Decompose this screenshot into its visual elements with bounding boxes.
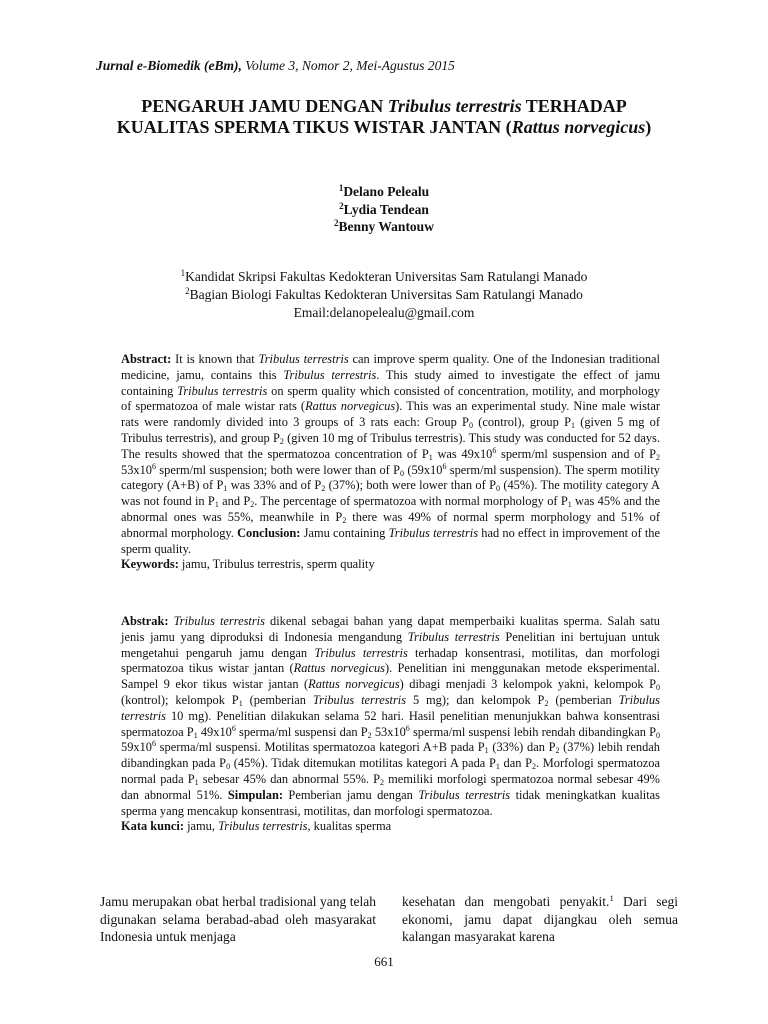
citation-marker: 1 <box>609 893 614 903</box>
author-name: Lydia Tendean <box>343 201 429 217</box>
body-text: kesehatan dan mengobati penyakit. <box>402 894 610 909</box>
journal-name: Jurnal e-Biomedik (eBm), <box>96 58 242 73</box>
affiliation <box>0 286 768 304</box>
affiliations <box>0 268 768 322</box>
author <box>0 201 768 219</box>
author-affil-num: 2 <box>334 218 339 228</box>
affil-num: 2 <box>185 286 190 296</box>
keywords-label: Kata kunci: <box>121 819 184 834</box>
body-column-left <box>100 893 376 946</box>
conclusion-label: Conclusion: <box>237 525 301 540</box>
author <box>0 183 768 201</box>
title-species: Rattus norvegicus <box>511 117 646 137</box>
title-line-2 <box>70 117 698 138</box>
abstract-english: Abstract: It is known that Tribulus terrestris can improve sperm quality. One of the Indonesian traditional medicine, jamu, contains this Tribulus terrestris. This study aimed to investigate the effect of jamu containing Tribulus terrestris on sperm quality which consisted of concentration, motility, and morphology of spermatozoa of male wistar rats (Rattus norvegicus). This was an experimental study. Nine male wistar rats were randomly divided into 3 groups of 3 rats each: Group $P_0$ (control), group $P_1$ (given 5 mg of Tribulus terrestris), and group $P_2$ (given 10 mg of Tribulus terrestris). This study was conducted for 52 days. The results showed that the spermatozoa concentration of $P_1$ was $49x10^6$ sperm/ml suspension and of $P_2$ $53x10^6$ sperm/ml suspension; both were lower than of $P_0$ ($59x10^6$ sperm/ml suspension). The sperm motility category (A+B) of $P_1$ was 33% and of $P_2$ (37%); both were lower than of $P_0$ (45%). The motility category A was not found in $P_1$ and $P_2$. The percentage of spermatozoa with normal morphology of $P_1$ was 45% and the abnormal ones was 55%, meanwhile in $P_2$ there was 49% of normal sperm morphology and 51% of abnormal morphology. Conclusion: Jamu containing Tribulus terrestris had no effect in improvement of the sperm quality. Keywords: jamu, Tribulus terrestris, sperm quality <box>121 352 661 572</box>
affil-text: Kandidat Skripsi Fakultas Kedokteran Universitas Sam Ratulangi Manado <box>185 269 588 284</box>
abstract-label: Abstract: <box>121 352 172 366</box>
title-line-1 <box>70 96 698 117</box>
body-text: Jamu merupakan obat herbal tradisional yang telah digunakan selama berabad-abad oleh masyarakat Indonesia untuk menjaga <box>100 894 376 944</box>
paper-title <box>70 96 698 138</box>
author <box>0 218 768 236</box>
contact-email: Email:delanopelealu@gmail.com <box>293 305 475 320</box>
affiliation <box>0 268 768 286</box>
author-name: Delano Pelealu <box>343 184 430 199</box>
page-number: 661 <box>374 954 394 969</box>
keywords-label: Keywords: <box>121 557 179 572</box>
keywords: jamu, Tribulus terrestris, sperm quality <box>178 557 375 572</box>
author-list <box>0 183 768 236</box>
conclusion-label: Simpulan: <box>227 787 283 802</box>
journal-issue: Volume 3, Nomor 2, Mei-Agustus 2015 <box>241 58 455 73</box>
author-affil-num: 1 <box>338 183 344 193</box>
journal-header <box>96 58 455 74</box>
author-name: Benny Wantouw <box>338 219 434 234</box>
title-text: TERHADAP <box>521 96 627 116</box>
title-text: PENGARUH JAMU DENGAN <box>141 96 388 116</box>
body-text: Dari segi ekonomi, jamu dapat dijangkau oleh semua kalangan masyarakat karena <box>402 894 679 944</box>
author-affil-num: 2 <box>339 200 344 211</box>
body-column-right <box>402 893 678 946</box>
affil-text: Bagian Biologi Fakultas Kedokteran Universitas Sam Ratulangi Manado <box>189 287 583 302</box>
title-text: ) <box>645 117 652 137</box>
abstract-indonesian: Abstrak: Tribulus terrestris dikenal sebagai bahan yang dapat memperbaiki kualitas sperma. Salah satu jenis jamu yang diproduksi di Indonesia mengandung Tribulus terrestris Penelitian ini bertujuan untuk mengetahui pengaruh jamu dengan Tribulus terrestris terhadap konsentrasi, motilitas, dan morfologi spermatozoa tikus wistar jantan (Rattus norvegicus). Penelitian ini menggunakan metode eksperimental. Sampel 9 ekor tikus wistar jantan (Rattus norvegicus) dibagi menjadi 3 kelompok yakni, kelompok $P_0$ (kontrol); kelompok $P_1$ (pemberian Tribulus terrestris 5 mg); dan kelompok $P_2$ (pemberian Tribulus terrestris 10 mg). Penelitian dilakukan selama 52 hari. Hasil penelitian menunjukkan bahwa konsentrasi spermatozoa $P_1$ $49x10^6$ sperma/ml suspensi dan $P_2$ $53x10^6$ sperma/ml suspensi lebih rendah dibandingkan $P_0$ $59x10^6$ sperma/ml suspensi. Motilitas spermatozoa kategori A+B pada $P_1$ (33%) dan $P_2$ (37%) lebih rendah dibandingkan pada $P_0$ (45%). Tidak ditemukan motilitas kategori A pada $P_1$ dan $P_2$. Morfologi spermatozoa normal pada $P_1$ sebesar 45% dan abnormal 55%. $P_2$ memiliki morfologi spermatozoa normal sebesar 49% dan abnormal 51%. Simpulan: Pemberian jamu dengan Tribulus terrestris tidak meningkatkan kualitas sperma yang mencakup konsentrasi, motilitas, dan morfologi spermatozoa. Kata kunci: jamu, Tribulus terrestris, kualitas sperma <box>121 614 661 834</box>
abstract-label: Abstrak: <box>121 614 169 628</box>
title-text: KUALITAS SPERMA TIKUS WISTAR JANTAN ( <box>116 117 512 137</box>
affil-num: 1 <box>180 268 186 278</box>
title-species: Tribulus terrestris <box>387 96 522 116</box>
